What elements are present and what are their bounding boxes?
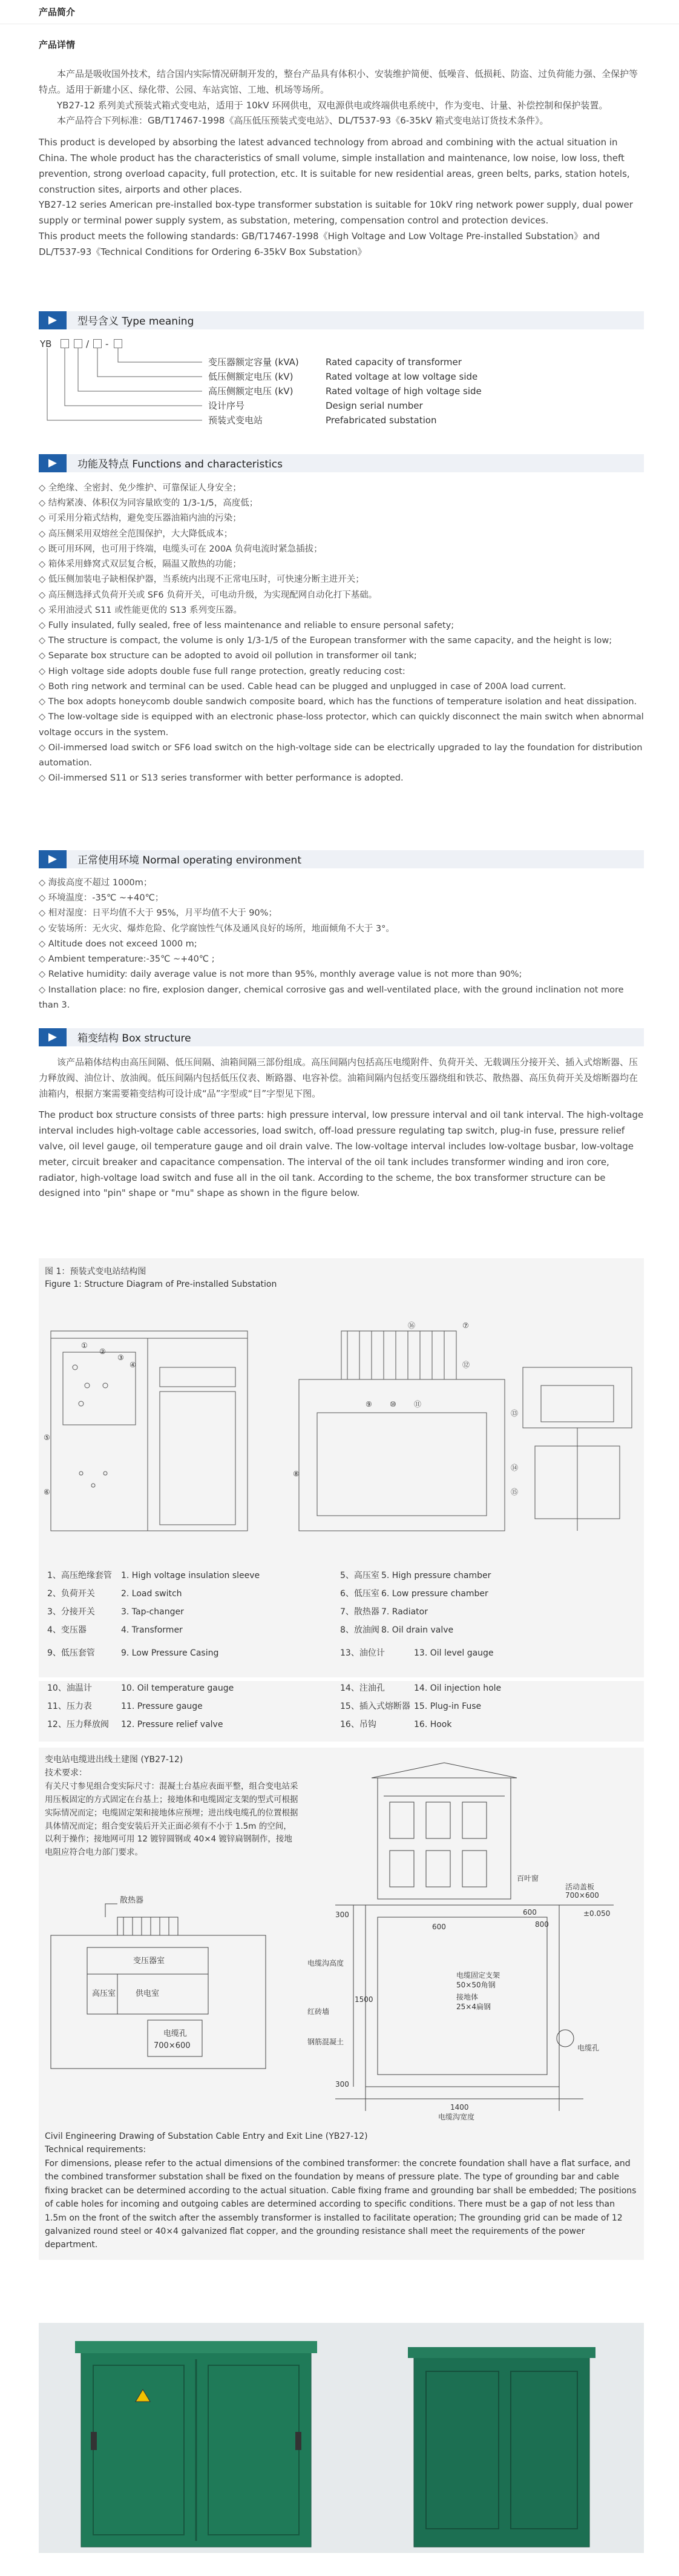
callout-number: ⑬ <box>511 1409 519 1418</box>
callout-number: ⑧ <box>293 1470 300 1478</box>
model-row-en: Rated voltage of high voltage side <box>326 386 482 397</box>
callout-number: ④ <box>130 1361 136 1369</box>
section-label: 红砖墙 <box>307 2007 330 2016</box>
env-zh: ◇ 海拔高度不超过 1000m； <box>39 878 153 888</box>
legend-zh: 13、油位计 <box>340 1648 385 1658</box>
section-label: 25×4扁钢 <box>456 2003 491 2011</box>
feature-en: ◇ Oil-immersed S11 or S13 series transformer with better performance is adopted. <box>39 773 404 784</box>
figure-1-drawing <box>39 1295 644 1573</box>
side-view-outline <box>299 1379 505 1531</box>
model-lines <box>39 337 220 440</box>
feature-zh: ◇ 低压侧加装电子缺相保护器，当系统内出现不正常电压时，可快速分断主进开关； <box>39 575 364 585</box>
legend-en: 4. Transformer <box>121 1625 183 1635</box>
legend-zh: 15、插入式熔断器 <box>340 1702 410 1711</box>
feature-zh: ◇ 采用油浸式 S11 或性能更优的 S13 系列变压器。 <box>39 605 243 615</box>
tab-bar <box>0 0 679 24</box>
legend-zh: 1、高压绝缘套管 <box>47 1571 112 1580</box>
intro-en-3: This product meets the following standards: GB/T17467-1998《High Voltage and Low Voltage Pre-installed Substation》and DL/T537-93《Technical Conditions for Ordering 6-35kV Box Substation》 <box>39 230 600 257</box>
intro-zh-2: YB27-12 系列美式预装式箱式变电站，适用于 10kV 环网供电，双电源供电或终端供电系统中，作为变电、计量、补偿控制和保护装置。 <box>57 99 608 111</box>
legend-en: 15. Plug-in Fuse <box>414 1702 482 1711</box>
section-label: ±0.050 <box>583 1909 611 1918</box>
legend-en: 16. Hook <box>414 1720 452 1729</box>
section-label: 电缆沟宽度 <box>438 2113 475 2121</box>
legend-en: 3. Tap-changer <box>121 1607 184 1617</box>
feature-zh: ◇ 可采用分箱式结构，避免变压器油箱内油的污染； <box>39 514 241 524</box>
plan-label: 电缆孔 <box>163 2029 188 2038</box>
figure-2-en-req-title: Technical requirements: <box>45 2145 146 2155</box>
env-zh: ◇ 安装场所：无火灾、爆炸危险、化学腐蚀性气体及通风良好的场所，地面倾角不大于 3°。 <box>39 923 395 934</box>
feature-zh: ◇ 高压侧采用双熔丝全范围保护，大大降低成本； <box>39 529 233 539</box>
figure-1-caption <box>45 1266 277 1291</box>
cabinet-side-photo <box>408 2347 595 2547</box>
legend-en: 6. Low pressure chamber <box>381 1589 488 1599</box>
figure-2-req-text: 有关尺寸参见组合变实际尺寸：混凝土台基应表面平整，组合变电站采用压板固定的方式固定在台基上；接地体和电缆固定支架的型式可根据实际情况而定；电缆固定架和接地体应预埋；进出线电缆孔的位置根据具体情况而定；组合变安装后开关正面必须有不小于 1.5m 的空间，以利于操作；接地网可用 12 镀锌圆钢或 40×4 镀锌扁钢制作，接地电阻应符合电力部门要求。 <box>45 1782 298 1858</box>
legend-zh: 3、分接开关 <box>47 1607 95 1617</box>
callout-number: ⑭ <box>511 1464 519 1472</box>
model-code: YB <box>40 339 52 349</box>
figure-2-title: 变电站电缆进出线土建图 (YB27-12) <box>45 1755 183 1765</box>
feature-en: ◇ The low-voltage side is equipped with an electronic phase-loss protector, which can quickly disconnect the main switch when abnormal voltage occurs in the system. <box>39 712 644 738</box>
callout-number: ③ <box>117 1353 124 1362</box>
intro-en-1: This product is developed by absorbing the latest advanced technology from abroad and combining with the actual situation in China. The whole product has the characteristics of small volume, simple installation and maintenance, low noise, low loss, theft prevention, strong overload capacity, full protection, etc. It is suitable for new residential areas, green belts, parks, station hotels, construction sites, airports and other places. <box>39 137 630 195</box>
legend-zh: 9、低压套管 <box>47 1648 95 1658</box>
section-arrow-icon <box>39 311 67 329</box>
figure-2-en-title: Civil Engineering Drawing of Substation Cable Entry and Exit Line (YB27-12) <box>45 2132 368 2141</box>
plan-label: 变压器室 <box>133 1957 165 1966</box>
feature-zh: ◇ 箱体采用蜂窝式双层复合板，隔温又散热的功能； <box>39 560 241 570</box>
intro-text <box>39 67 644 260</box>
feature-zh: ◇ 既可用环网，也可用于终端，电缆头可在 200A 负荷电流时紧急插拔； <box>39 544 323 554</box>
section-label: 300 <box>335 2080 349 2089</box>
figure-1-caption-zh: 图 1：预装式变电站结构图 <box>45 1267 146 1276</box>
feature-zh: ◇ 全绝缘、全密封、免少维护、可靠保证人身安全； <box>39 483 241 493</box>
model-row-zh: 设计序号 <box>208 400 245 411</box>
product-photo-drawing <box>39 2323 644 2553</box>
legend-zh: 4、变压器 <box>47 1625 87 1635</box>
cabinet-front-photo <box>75 2341 317 2547</box>
env-en: ◇ Ambient temperature:-35℃ ~+40℃ ; <box>39 954 215 965</box>
legend-zh: 8、放油阀 <box>340 1625 379 1635</box>
model-row-en: Design serial number <box>326 400 423 411</box>
section-label: 50×50角钢 <box>456 1981 496 1989</box>
legend-zh: 14、注油孔 <box>340 1683 385 1693</box>
callout-number: ⑮ <box>511 1488 519 1496</box>
legend-zh: 10、油温计 <box>47 1683 92 1693</box>
model-en-col <box>326 355 640 428</box>
legend-zh: 12、压力释放阀 <box>47 1720 109 1729</box>
section-title: 型号含义 Type meaning <box>77 315 194 328</box>
callout-number: ⑪ <box>414 1400 422 1409</box>
env-en: ◇ Relative humidity: daily average value is not more than 95%, monthly average value is not more than 90%; <box>39 969 522 980</box>
section-drawing <box>299 1760 638 2123</box>
section-label: 800 <box>535 1920 549 1929</box>
plan-label: 700×600 <box>154 2041 191 2050</box>
section-functions <box>39 454 644 472</box>
model-row-zh: 预装式变电站 <box>208 415 263 426</box>
figure-2 <box>39 1748 644 2260</box>
section-arrow-icon <box>39 1028 67 1046</box>
feature-en: ◇ Fully insulated, fully sealed, free of less maintenance and reliable to ensure personal safety; <box>39 620 454 630</box>
tab-details[interactable]: 产品详情 <box>39 39 76 50</box>
front-view-outline <box>51 1331 248 1531</box>
feature-en: ◇ Separate box structure can be adopted to avoid oil pollution in transformer oil tank; <box>39 651 417 661</box>
callout-number: ⑦ <box>462 1321 469 1330</box>
feature-zh: ◇ 结构紧凑、体积仅为同容量欧变的 1/3-1/5，高度低； <box>39 498 258 509</box>
legend-en: 12. Pressure relief valve <box>121 1720 223 1729</box>
section-label: 300 <box>335 1911 349 1919</box>
feature-en: ◇ Both ring network and terminal can be used. Cable head can be plugged and unplugged in case of 200A load current. <box>39 681 566 692</box>
callout-number: ⑩ <box>390 1400 396 1409</box>
legend-rows <box>39 1681 644 1742</box>
model-dash: - <box>105 339 109 349</box>
callout-number: ⑫ <box>462 1361 470 1369</box>
callout-number: ① <box>81 1341 88 1350</box>
plan-label: 高压室 <box>92 1989 116 1998</box>
legend-en: 14. Oil injection hole <box>414 1683 502 1693</box>
figure-1-caption-en: Figure 1: Structure Diagram of Pre-installed Substation <box>45 1280 277 1289</box>
legend-zh: 2、负荷开关 <box>47 1589 95 1599</box>
section-environment <box>39 850 644 868</box>
intro-zh-3: 本产品符合下列标准：GB/T17467-1998《高压低压预装式变电站》、DL/T537-93《6-35kV 箱式变电站订货技术条件》。 <box>57 115 549 127</box>
legend-en: 13. Oil level gauge <box>414 1648 494 1658</box>
env-en: ◇ Altitude does not exceed 1000 m; <box>39 939 197 949</box>
features-list <box>39 481 644 786</box>
box-zh: 该产品箱体结构由高压间隔、低压间隔、油箱间隔三部份组成。高压间隔内包括高压电缆附件、负荷开关、无载调压分接开关、插入式熔断器、压力释放阀、油位计、放油阀。低压间隔内包括低压仪表、断路器、电容补偿。油箱间隔内包括变压器绕组和铁芯、散热器、高压负荷开关及熔断器均在油箱内，根据方案需要箱变结构可设计成“品”字型或“目”字型见下图。 <box>39 1057 638 1099</box>
feature-en: ◇ The box adopts honeycomb double sandwich composite board, which has the functions of temperature isolation and heat dissipation. <box>39 697 637 707</box>
section-title: 功能及特点 Functions and characteristics <box>77 458 283 471</box>
section-label: 接地体 <box>456 1993 479 2001</box>
section-title: 正常使用环境 Normal operating environment <box>77 854 301 867</box>
model-row-en: Prefabricated substation <box>326 415 437 426</box>
intro-zh-1: 本产品是吸收国外技术，结合国内实际情况研制开发的，整台产品具有体积小、安装维护简便、低噪音、低损耗、防盗、过负荷能力强、全保护等特点。适用于新建小区、绿化带、公园、车站宾馆、工地、机场等场所。 <box>39 68 638 95</box>
legend-en: 10. Oil temperature gauge <box>121 1683 234 1693</box>
product-photos <box>39 2323 644 2553</box>
section-label: 700×600 <box>565 1891 599 1900</box>
callout-number: ⑯ <box>408 1321 416 1330</box>
plan-drawing <box>45 1893 275 2075</box>
figure-1 <box>39 1258 644 1677</box>
section-label: 活动盖板 <box>565 1883 595 1891</box>
model-slash: / <box>86 339 90 349</box>
feature-en: ◇ Oil-immersed load switch or SF6 load switch on the high-voltage side can be electrically upgraded to lay the foundation for distribution automation. <box>39 742 643 768</box>
legend-en: 8. Oil drain valve <box>381 1625 454 1635</box>
feature-en: ◇ The structure is compact, the volume is only 1/3-1/5 of the European transformer with the same capacity, and the height is low; <box>39 636 612 646</box>
section-label: 600 <box>523 1908 537 1917</box>
plan-label: 散热器 <box>120 1896 144 1905</box>
figure-1-legend-2 <box>39 1681 644 1742</box>
callout-number: ② <box>99 1347 106 1356</box>
section-arrow-icon <box>39 850 67 868</box>
feature-en: ◇ High voltage side adopts double fuse full range protection, greatly reducing cost: <box>39 666 405 676</box>
section-label: 600 <box>432 1923 446 1931</box>
env-zh: ◇ 环境温度：-35℃ ~+40℃； <box>39 893 164 903</box>
callout-number: ⑤ <box>44 1433 50 1442</box>
model-row-zh: 高压侧额定电压 (kV) <box>208 386 294 397</box>
legend-en: 9. Low Pressure Casing <box>121 1648 219 1658</box>
callout-number: ⑨ <box>366 1400 372 1409</box>
section-label: 钢筋混凝土 <box>307 2038 344 2046</box>
model-row-zh: 变压器额定容量 (kVA) <box>208 357 299 368</box>
legend-en: 7. Radiator <box>381 1607 428 1617</box>
legend-zh: 5、高压室 <box>340 1571 379 1580</box>
legend-zh: 6、低压室 <box>340 1589 379 1599</box>
env-en: ◇ Installation place: no fire, explosion danger, chemical corrosive gas and well-ventilated place, with the ground inclination not more than 3. <box>39 985 624 1010</box>
legend-zh: 7、散热器 <box>340 1607 379 1617</box>
legend-en: 1. High voltage insulation sleeve <box>121 1571 260 1580</box>
section-title: 箱变结构 Box structure <box>77 1032 191 1045</box>
section-label: 百叶窗 <box>517 1874 539 1883</box>
section-label: 1500 <box>355 1995 373 2004</box>
box-structure-text <box>39 1055 644 1201</box>
section-box-structure <box>39 1028 644 1046</box>
tab-intro[interactable]: 产品简介 <box>39 7 76 18</box>
section-arrow-icon <box>39 454 67 472</box>
legend-en: 11. Pressure gauge <box>121 1702 203 1711</box>
model-row-en: Rated capacity of transformer <box>326 357 462 368</box>
environment-list <box>39 876 644 1013</box>
figure-2-en-req-text: For dimensions, please refer to the actual dimensions of the combined transformer: the concrete foundation shall have a flat surface, and the combined transformer substation shall be fixed on the foundation by means of pressure plate. The type of grounding bar and cable fixing bracket can be determined according to the actual situation. Cable fixing frame and grounding bar shall be embedded; The positions of cable holes for incoming and outgoing cables are determined according to specific conditions. There must be a gap of not less than 1.5m on the front of the switch after the assembly transformer is installed to facilitate operation; The grounding grid can be made of 12 galvanized round steel or 40×4 galvanized flat copper, and the grounding resistance shall meet the requirements of the power department. <box>45 2159 637 2250</box>
feature-zh: ◇ 高压侧选择式负荷开关或 SF6 负荷开关，可电动升级，为实现配网自动化打下基础。 <box>39 590 378 600</box>
top-view-outline <box>523 1367 632 1428</box>
callout-number: ⑥ <box>44 1488 50 1496</box>
section-label: 电缆沟高度 <box>307 1959 344 1967</box>
section-label: 1400 <box>450 2103 469 2112</box>
model-row-zh: 低压侧额定电压 (kV) <box>208 371 294 382</box>
model-diagram <box>39 337 644 440</box>
plan-label: 供电室 <box>136 1989 160 1998</box>
legend-zh: 11、压力表 <box>47 1702 92 1711</box>
section-label: 电缆孔 <box>577 2044 600 2052</box>
legend-en: 2. Load switch <box>121 1589 182 1599</box>
legend-en: 5. High pressure chamber <box>381 1571 491 1580</box>
env-zh: ◇ 相对湿度：日平均值不大于 95%，月平均值不大于 90%； <box>39 908 277 919</box>
intro-en-2: YB27-12 series American pre-installed box-type transformer substation is suitable for 10kV ring network power supply, dual power supply or terminal power supply system, as substation, metering, compensation control and protection devices. <box>39 199 633 226</box>
figure-2-req-title: 技术要求： <box>45 1768 87 1778</box>
figure-1-legend <box>39 1568 644 1671</box>
legend-zh: 16、吊钩 <box>340 1720 376 1729</box>
box-en: The product box structure consists of three parts: high pressure interval, low pressure interval and oil tank interval. The high-voltage interval includes high-voltage cable accessories, load switch, off-load pressure regulating tap switch, plug-in fuse, pressure relief valve, oil level gauge, oil temperature gauge and oil drain valve. The low-voltage interval includes low-voltage busbar, low-voltage meter, circuit breaker and capacitance compensation. The interval of the oil tank includes transformer winding and iron core, radiator, high-voltage load switch and fuse all in the oil tank. According to the scheme, the box transformer structure can be designed into "pin" shape or "mu" shape as shown in the figure below. <box>39 1109 644 1199</box>
section-type-meaning <box>39 311 644 329</box>
model-row-en: Rated voltage at low voltage side <box>326 371 478 382</box>
section-label: 电缆固定支架 <box>456 1971 500 1980</box>
